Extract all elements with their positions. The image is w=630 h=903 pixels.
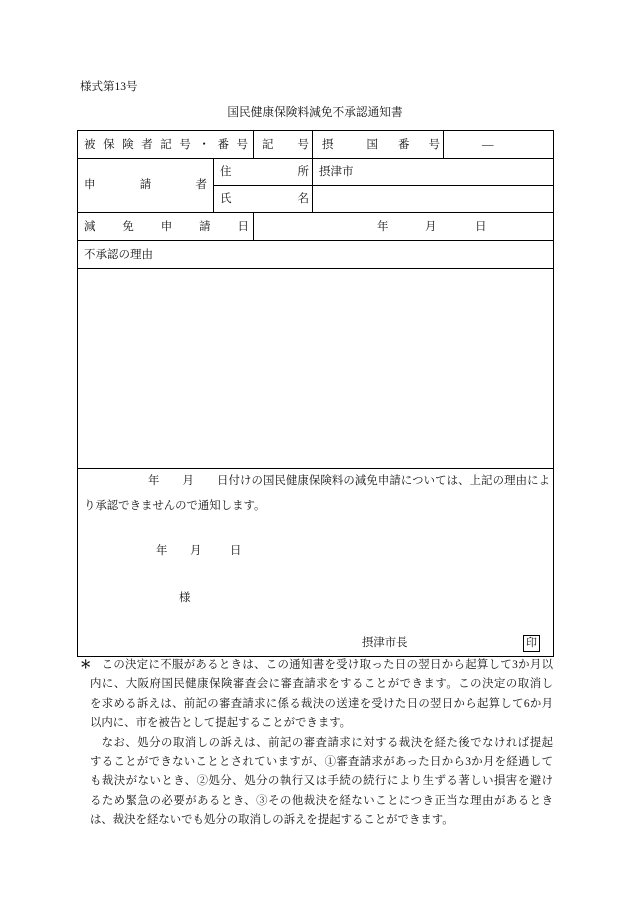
notice-table bbox=[77, 130, 554, 657]
number-label: 番 号 bbox=[398, 138, 440, 151]
footnote-line: を求める訴えは、前記の審査請求に係る裁決の送達を受けた日の翌日から起算して6か月 bbox=[90, 697, 553, 710]
footnote-line: 内に、大阪府国民健康保険審査会に審査請求をすることができます。この決定の取消し bbox=[90, 678, 553, 691]
reason-label: 不承認の理由 bbox=[84, 248, 153, 261]
issuer-name: 摂津市長 bbox=[362, 637, 408, 649]
symbol-value: 摂 国 bbox=[322, 138, 378, 151]
seal-stamp-icon: 印 bbox=[523, 635, 540, 652]
address-label: 住 所 bbox=[220, 166, 309, 178]
application-date-row bbox=[78, 213, 554, 241]
footnote-line: も裁決がないとき、②処分、処分の執行又は手続の続行により生ずる著しい損害を避け bbox=[90, 775, 553, 788]
name-value bbox=[313, 186, 553, 212]
address-value: 摂津市 bbox=[319, 166, 354, 178]
footnote-line: は、裁決を経ないでも処分の取消しの訴えを提起することができます。 bbox=[90, 814, 454, 827]
notice-body bbox=[78, 469, 553, 656]
insured-id-label: 被 保 険 者 記 号 ・ 番 号 bbox=[84, 138, 248, 151]
reason-header-row bbox=[78, 241, 554, 269]
notice-date-day: 日 bbox=[230, 545, 242, 557]
notice-row bbox=[78, 469, 554, 657]
applicant-address-row bbox=[78, 159, 554, 186]
symbol-label: 記 号 bbox=[262, 138, 309, 151]
notice-text-line-2: り承認できませんので通知します。 bbox=[84, 500, 266, 512]
application-date-label: 減 免 申 請 日 bbox=[84, 220, 249, 233]
number-value: — bbox=[482, 138, 494, 151]
reason-content bbox=[78, 269, 553, 468]
footnote-line: なお、処分の取消しの訴えは、前記の審査請求に対する裁決を経た後でなければ提起 bbox=[101, 736, 553, 749]
footnote-line: 以内に、市を被告として提起することができます。 bbox=[90, 717, 352, 730]
name-label: 氏 名 bbox=[220, 193, 309, 205]
footnote-marker: ＊ bbox=[80, 659, 92, 671]
footnote bbox=[90, 656, 553, 831]
notice-date-month: 月 bbox=[190, 545, 202, 557]
addressee-suffix: 様 bbox=[179, 592, 191, 604]
document-title: 国民健康保険料減免不承認通知書 bbox=[227, 106, 403, 119]
application-date-day: 日 bbox=[475, 220, 487, 233]
footnote-line: るため緊急の必要があるとき、③その他裁決を経ないことにつき正当な理由があるとき bbox=[90, 794, 553, 807]
form-number: 様式第13号 bbox=[80, 81, 138, 93]
reason-content-row bbox=[78, 269, 554, 469]
notice-text-line-1: 年 月 日付けの国民健康保険料の減免申請については、上記の理由によ bbox=[148, 475, 550, 487]
footnote-line: することができないこととされていますが、①審査請求があった日から3か月を経過して bbox=[90, 755, 553, 768]
insured-id-row bbox=[78, 131, 554, 159]
applicant-label: 申 請 者 bbox=[84, 179, 207, 191]
application-date-month: 月 bbox=[425, 220, 437, 233]
application-date-year: 年 bbox=[377, 220, 389, 233]
notice-date-year: 年 bbox=[156, 545, 168, 557]
footnote-line: この決定に不服があるときは、この通知書を受け取った日の翌日から起算して3か月以 bbox=[101, 659, 553, 671]
